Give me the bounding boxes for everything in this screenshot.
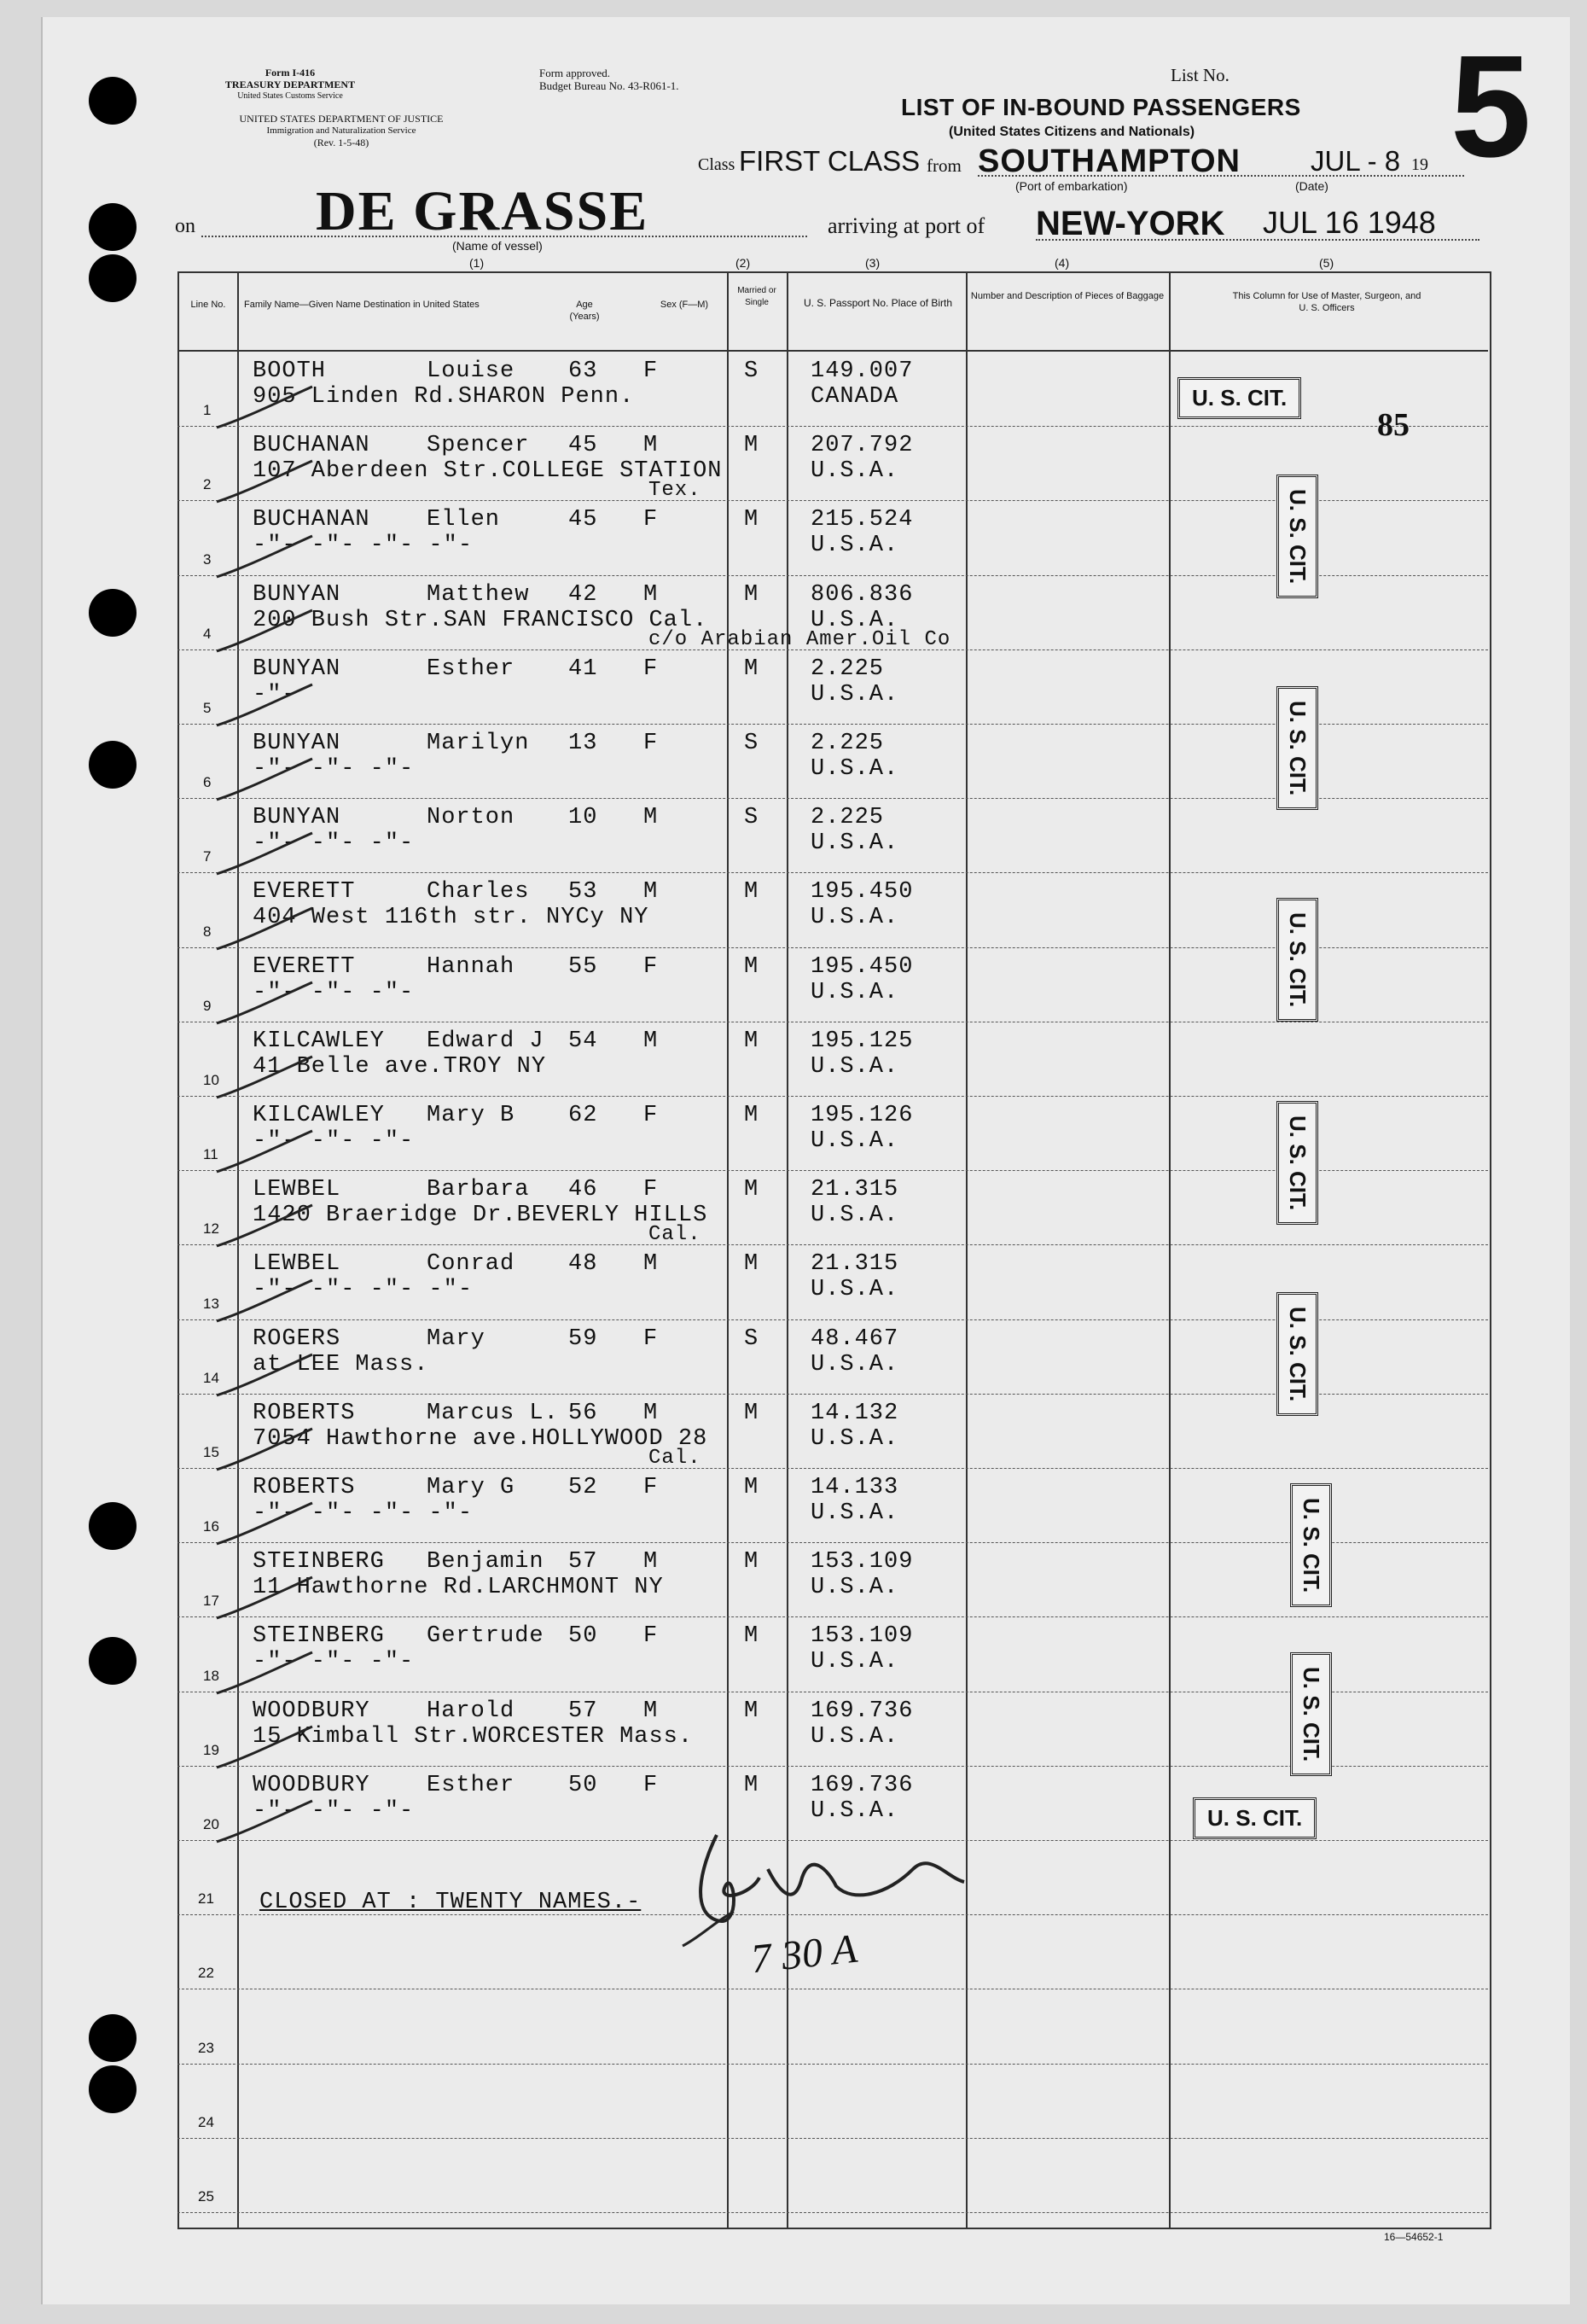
line-number: 19 <box>203 1741 219 1758</box>
destination: -"- -"- -"- -"- <box>253 533 474 559</box>
check-mark <box>213 457 316 509</box>
sex: F <box>643 1772 659 1798</box>
age: 50 <box>568 1772 598 1798</box>
col-num-2: (2) <box>735 256 751 270</box>
line-number: 14 <box>203 1369 219 1386</box>
line-number: 7 <box>203 848 212 865</box>
passport-number: 215.524 <box>811 507 914 533</box>
place-of-birth: CANADA <box>811 384 899 410</box>
arriving-label: arriving at port of <box>828 213 985 238</box>
destination: 107 Aberdeen Str.COLLEGE STATION <box>253 458 723 485</box>
sex: F <box>643 655 659 682</box>
punch-hole <box>89 77 137 125</box>
check-mark <box>213 681 316 732</box>
given-name: Mary <box>427 1325 485 1352</box>
passport-number: 169.736 <box>811 1772 914 1798</box>
line-number: 24 <box>198 2113 214 2130</box>
check-mark <box>213 607 316 658</box>
list-number: 5 <box>1450 26 1532 188</box>
age: 55 <box>568 953 598 980</box>
given-name: Gertrude <box>427 1623 544 1650</box>
col-divider <box>1169 271 1171 2228</box>
vessel-caption: (Name of vessel) <box>452 239 543 253</box>
arrival-line <box>1036 239 1479 241</box>
passport-number: 195.126 <box>811 1103 914 1128</box>
row-divider <box>177 426 1488 427</box>
ins-service: Immigration and Naturalization Service <box>266 125 416 136</box>
place-of-birth: U.S.A. <box>811 1723 899 1750</box>
line-number: 4 <box>203 625 212 642</box>
family-name: EVERETT <box>253 879 356 906</box>
row-divider <box>177 2064 1488 2065</box>
row-divider <box>177 2138 1488 2139</box>
line-number: 2 <box>203 476 212 493</box>
arrival-date: JUL 16 1948 <box>1263 205 1436 240</box>
treasury-department: TREASURY DEPARTMENT <box>224 79 356 90</box>
passport-number: 195.450 <box>811 879 914 906</box>
sex: F <box>643 953 659 980</box>
place-of-birth: U.S.A. <box>811 458 899 485</box>
col-num-4: (4) <box>1055 256 1070 270</box>
destination: -"- <box>253 681 297 708</box>
check-mark <box>213 1500 316 1551</box>
line-number: 3 <box>203 550 212 568</box>
passport-number: 2.225 <box>811 731 885 756</box>
passport-number: 14.132 <box>811 1400 899 1426</box>
family-name: STEINBERG <box>253 1549 385 1576</box>
header-married: Married or Single <box>737 286 776 307</box>
sex: F <box>643 1325 659 1352</box>
vessel-name: DE GRASSE <box>316 180 649 242</box>
given-name: Spencer <box>427 433 530 459</box>
passport-number: 153.109 <box>811 1549 914 1576</box>
passport-number: 48.467 <box>811 1325 899 1352</box>
place-of-birth: U.S.A. <box>811 1351 899 1378</box>
us-cit-stamp: U. S. CIT. <box>1177 377 1301 419</box>
list-subtitle: (United States Citizens and Nationals) <box>949 125 1195 139</box>
family-name: KILCAWLEY <box>253 1103 385 1128</box>
punch-hole <box>89 589 137 637</box>
row-divider <box>177 1468 1488 1469</box>
family-name: WOODBURY <box>253 1772 370 1798</box>
us-cit-stamp: U. S. CIT. <box>1276 1101 1318 1225</box>
marital-status: M <box>744 1103 759 1128</box>
class-value: FIRST CLASS <box>739 145 921 177</box>
sex: F <box>643 731 659 756</box>
age: 53 <box>568 879 598 906</box>
sex: M <box>643 433 659 459</box>
check-mark <box>213 1649 316 1700</box>
check-mark <box>213 830 316 881</box>
family-name: BUNYAN <box>253 731 341 756</box>
family-name: LEWBEL <box>253 1177 341 1203</box>
header-passport: U. S. Passport No. Place of Birth <box>803 297 953 309</box>
destination: -"- -"- -"- <box>253 1649 415 1675</box>
line-number: 13 <box>203 1295 219 1312</box>
marital-status: M <box>744 581 759 608</box>
age: 59 <box>568 1325 598 1352</box>
family-name: WOODBURY <box>253 1698 370 1724</box>
passport-number: 2.225 <box>811 655 885 682</box>
destination: -"- -"- -"- <box>253 756 415 782</box>
marital-status: M <box>744 655 759 682</box>
line-number: 6 <box>203 774 212 791</box>
check-mark <box>213 383 316 434</box>
arrival-port: NEW-YORK <box>1036 205 1225 242</box>
check-mark <box>213 1351 316 1402</box>
family-name: BUNYAN <box>253 805 341 831</box>
age: 45 <box>568 507 598 533</box>
passport-number: 207.792 <box>811 433 914 459</box>
us-cit-stamp: U. S. CIT. <box>1276 686 1318 810</box>
destination: 41 Belle ave.TROY NY <box>253 1053 547 1080</box>
marital-status: M <box>744 1549 759 1576</box>
given-name: Hannah <box>427 953 515 980</box>
place-of-birth: U.S.A. <box>811 607 899 633</box>
line-number: 16 <box>203 1518 219 1535</box>
marital-status: M <box>744 1772 759 1798</box>
check-mark <box>213 1425 316 1477</box>
family-name: BUNYAN <box>253 655 341 682</box>
sex: M <box>643 805 659 831</box>
destination: -"- -"- -"- <box>253 979 415 1005</box>
check-mark <box>213 1053 316 1104</box>
header-line-no: Line No. <box>190 300 226 310</box>
header-name: Family Name—Given Name Destination in United States <box>244 300 480 310</box>
sex: M <box>643 1251 659 1278</box>
us-cit-stamp: U. S. CIT. <box>1276 475 1318 598</box>
line-number: 12 <box>203 1220 219 1238</box>
destination: 1420 Braeridge Dr.BEVERLY HILLS <box>253 1203 708 1229</box>
destination-line-2: Cal. <box>648 1446 701 1470</box>
family-name: ROGERS <box>253 1325 341 1352</box>
place-of-birth: U.S.A. <box>811 1128 899 1154</box>
list-title: LIST OF IN-BOUND PASSENGERS <box>901 94 1301 120</box>
punch-hole <box>89 1502 137 1550</box>
col-num-1: (1) <box>469 256 485 270</box>
marital-status: M <box>744 953 759 980</box>
passport-number: 21.315 <box>811 1251 899 1278</box>
sex: F <box>643 1177 659 1203</box>
family-name: STEINBERG <box>253 1623 385 1650</box>
destination: 200 Bush Str.SAN FRANCISCO Cal. <box>253 607 708 633</box>
marital-status: M <box>744 1623 759 1650</box>
family-name: BOOTH <box>253 358 327 384</box>
given-name: Harold <box>427 1698 515 1724</box>
destination-line-2: c/o Arabian Amer.Oil Co <box>648 627 951 651</box>
sex: F <box>643 358 659 384</box>
punch-hole <box>89 2065 137 2113</box>
given-name: Ellen <box>427 507 501 533</box>
family-name: KILCAWLEY <box>253 1028 385 1054</box>
age: 54 <box>568 1028 598 1054</box>
destination: -"- -"- -"- <box>253 1797 415 1824</box>
line-number: 25 <box>198 2188 214 2205</box>
header-officers: This Column for Use of Master, Surgeon, and U. S. Officers <box>1232 291 1421 313</box>
line-number: 15 <box>203 1444 219 1460</box>
age: 50 <box>568 1623 598 1650</box>
destination-line-2: Tex. <box>648 479 701 503</box>
marital-status: M <box>744 879 759 906</box>
place-of-birth: U.S.A. <box>811 1500 899 1526</box>
destination: 404 West 116th str. NYCy NY <box>253 905 649 931</box>
place-of-birth: U.S.A. <box>811 905 899 931</box>
passport-number: 149.007 <box>811 358 914 384</box>
us-cit-stamp: U. S. CIT. <box>1290 1483 1332 1607</box>
line-number: 10 <box>203 1072 219 1088</box>
given-name: Marcus L. <box>427 1400 559 1426</box>
age: 52 <box>568 1475 598 1500</box>
age: 48 <box>568 1251 598 1278</box>
punch-hole <box>89 741 137 789</box>
embark-port: SOUTHAMPTON <box>978 143 1241 179</box>
given-name: Marilyn <box>427 731 530 756</box>
line-number: 5 <box>203 700 212 716</box>
place-of-birth: U.S.A. <box>811 830 899 857</box>
age: 56 <box>568 1400 598 1426</box>
place-of-birth: U.S.A. <box>811 1649 899 1675</box>
sex: M <box>643 879 659 906</box>
age: 41 <box>568 655 598 682</box>
passport-number: 195.450 <box>811 953 914 980</box>
family-name: BUNYAN <box>253 581 341 608</box>
destination: 7054 Hawthorne ave.HOLLYWOOD 28 <box>253 1425 708 1452</box>
passport-number: 806.836 <box>811 581 914 608</box>
given-name: Barbara <box>427 1177 530 1203</box>
port-caption: (Port of embarkation) <box>1015 179 1128 193</box>
marital-status: M <box>744 1177 759 1203</box>
destination: -"- -"- -"- -"- <box>253 1500 474 1526</box>
check-mark <box>213 1277 316 1328</box>
embark-date: JUL - 8 <box>1311 145 1401 177</box>
vessel-line <box>201 236 807 237</box>
marital-status: M <box>744 1400 759 1426</box>
check-mark <box>213 1127 316 1179</box>
signature-time: 7 30 A <box>748 1925 859 1983</box>
line-number: 22 <box>198 1965 214 1982</box>
us-cit-stamp: U. S. CIT. <box>1276 1292 1318 1416</box>
given-name: Conrad <box>427 1251 515 1278</box>
line-number: 9 <box>203 997 212 1014</box>
marital-status: M <box>744 1698 759 1724</box>
place-of-birth: U.S.A. <box>811 1203 899 1229</box>
age: 42 <box>568 581 598 608</box>
given-name: Esther <box>427 1772 515 1798</box>
check-mark <box>213 979 316 1030</box>
passport-number: 21.315 <box>811 1177 899 1203</box>
destination: 11 Hawthorne Rd.LARCHMONT NY <box>253 1575 664 1601</box>
passport-number: 195.125 <box>811 1028 914 1054</box>
line-number: 21 <box>198 1890 214 1908</box>
on-label: on <box>175 215 195 237</box>
family-name: LEWBEL <box>253 1251 341 1278</box>
passport-number: 2.225 <box>811 805 885 831</box>
marital-status: M <box>744 1251 759 1278</box>
header-sex: Sex (F—M) <box>660 300 709 310</box>
destination: -"- -"- -"- -"- <box>253 1277 474 1303</box>
marital-status: S <box>744 1325 759 1352</box>
marital-status: M <box>744 433 759 459</box>
us-cit-stamp: U. S. CIT. <box>1193 1797 1317 1839</box>
line-number: 18 <box>203 1667 219 1684</box>
punch-hole <box>89 1637 137 1685</box>
line-number: 20 <box>203 1816 219 1832</box>
sex: F <box>643 1103 659 1128</box>
given-name: Matthew <box>427 581 530 608</box>
date-caption: (Date) <box>1295 179 1328 193</box>
budget-bureau: Budget Bureau No. 43-R061-1. <box>539 79 679 92</box>
passport-number: 169.736 <box>811 1698 914 1724</box>
sex: M <box>643 1400 659 1426</box>
row-divider <box>177 1616 1488 1617</box>
check-mark <box>213 533 316 584</box>
passport-number: 14.133 <box>811 1475 899 1500</box>
check-mark <box>213 1202 316 1253</box>
punch-hole <box>89 254 137 302</box>
place-of-birth: U.S.A. <box>811 533 899 559</box>
marital-status: S <box>744 731 759 756</box>
footer-code: 16—54652-1 <box>1384 2231 1444 2243</box>
age: 62 <box>568 1103 598 1128</box>
place-of-birth: U.S.A. <box>811 681 899 708</box>
check-mark <box>213 755 316 807</box>
margin-note: 85 <box>1377 407 1410 443</box>
marital-status: M <box>744 507 759 533</box>
age: 57 <box>568 1549 598 1576</box>
age: 63 <box>568 358 598 384</box>
revision: (Rev. 1-5-48) <box>313 137 369 149</box>
form-id-block <box>179 67 401 102</box>
row-divider <box>177 1096 1488 1097</box>
sex: M <box>643 581 659 608</box>
given-name: Edward J <box>427 1028 544 1054</box>
family-name: EVERETT <box>253 953 356 980</box>
given-name: Norton <box>427 805 515 831</box>
family-name: ROBERTS <box>253 1475 356 1500</box>
marital-status: S <box>744 358 759 384</box>
marital-status: S <box>744 805 759 831</box>
place-of-birth: U.S.A. <box>811 1797 899 1824</box>
list-no-label: List No. <box>1171 65 1229 85</box>
given-name: Louise <box>427 358 515 384</box>
header-baggage: Number and Description of Pieces of Baggage <box>970 291 1165 301</box>
age: 57 <box>568 1698 598 1724</box>
family-name: ROBERTS <box>253 1400 356 1426</box>
sex: F <box>643 1623 659 1650</box>
check-mark <box>213 1797 316 1849</box>
destination: 905 Linden Rd.SHARON Penn. <box>253 384 635 410</box>
place-of-birth: U.S.A. <box>811 1053 899 1080</box>
destination: -"- -"- -"- <box>253 1128 415 1154</box>
line-number: 1 <box>203 402 212 419</box>
col-num-5: (5) <box>1319 256 1334 270</box>
passport-number: 153.109 <box>811 1623 914 1650</box>
row-divider <box>177 2212 1488 2213</box>
line-number: 8 <box>203 923 212 940</box>
line-number: 17 <box>203 1593 219 1610</box>
check-mark <box>213 905 316 956</box>
justice-block <box>171 113 512 149</box>
punch-hole <box>89 2014 137 2062</box>
place-of-birth: U.S.A. <box>811 1575 899 1601</box>
marital-status: M <box>744 1475 759 1500</box>
sex: M <box>643 1698 659 1724</box>
line-number: 23 <box>198 2039 214 2056</box>
sex: M <box>643 1028 659 1054</box>
form-approved: Form approved. <box>539 67 611 79</box>
line-number: 11 <box>203 1146 218 1163</box>
destination: 15 Kimball Str.WORCESTER Mass. <box>253 1723 694 1750</box>
check-mark <box>213 1574 316 1625</box>
sex: M <box>643 1549 659 1576</box>
check-mark <box>213 1723 316 1774</box>
given-name: Mary G <box>427 1475 515 1500</box>
age: 46 <box>568 1177 598 1203</box>
place-of-birth: U.S.A. <box>811 1425 899 1452</box>
row-divider <box>177 1244 1488 1245</box>
age: 45 <box>568 433 598 459</box>
class-label: Class <box>698 155 735 174</box>
justice-department: UNITED STATES DEPARTMENT OF JUSTICE <box>239 113 444 125</box>
us-cit-stamp: U. S. CIT. <box>1290 1652 1332 1776</box>
place-of-birth: U.S.A. <box>811 1277 899 1303</box>
header-age: Age (Years) <box>569 300 600 322</box>
age: 10 <box>568 805 598 831</box>
approval-block <box>539 67 679 92</box>
family-name: BUCHANAN <box>253 507 370 533</box>
customs-service: United States Customs Service <box>237 91 343 101</box>
sex: F <box>643 1475 659 1500</box>
given-name: Mary B <box>427 1103 515 1128</box>
given-name: Benjamin <box>427 1549 544 1576</box>
header-divider <box>177 350 1488 352</box>
year-prefix: 19 <box>1411 155 1428 174</box>
place-of-birth: U.S.A. <box>811 756 899 782</box>
closing-statement: CLOSED AT : TWENTY NAMES.- <box>259 1890 642 1915</box>
us-cit-stamp: U. S. CIT. <box>1276 898 1318 1022</box>
col-num-3: (3) <box>865 256 881 270</box>
destination: at LEE Mass. <box>253 1351 429 1378</box>
destination: -"- -"- -"- <box>253 830 415 857</box>
age: 13 <box>568 731 598 756</box>
row-divider <box>177 872 1488 873</box>
form-number: Form I-416 <box>264 67 316 79</box>
sex: F <box>643 507 659 533</box>
destination-line-2: Cal. <box>648 1223 701 1247</box>
from-label: from <box>927 155 962 176</box>
given-name: Charles <box>427 879 530 906</box>
place-of-birth: U.S.A. <box>811 979 899 1005</box>
given-name: Esther <box>427 655 515 682</box>
port-line <box>978 175 1464 177</box>
punch-hole <box>89 203 137 251</box>
family-name: BUCHANAN <box>253 433 370 459</box>
officer-signature <box>666 1818 1024 2023</box>
marital-status: M <box>744 1028 759 1054</box>
